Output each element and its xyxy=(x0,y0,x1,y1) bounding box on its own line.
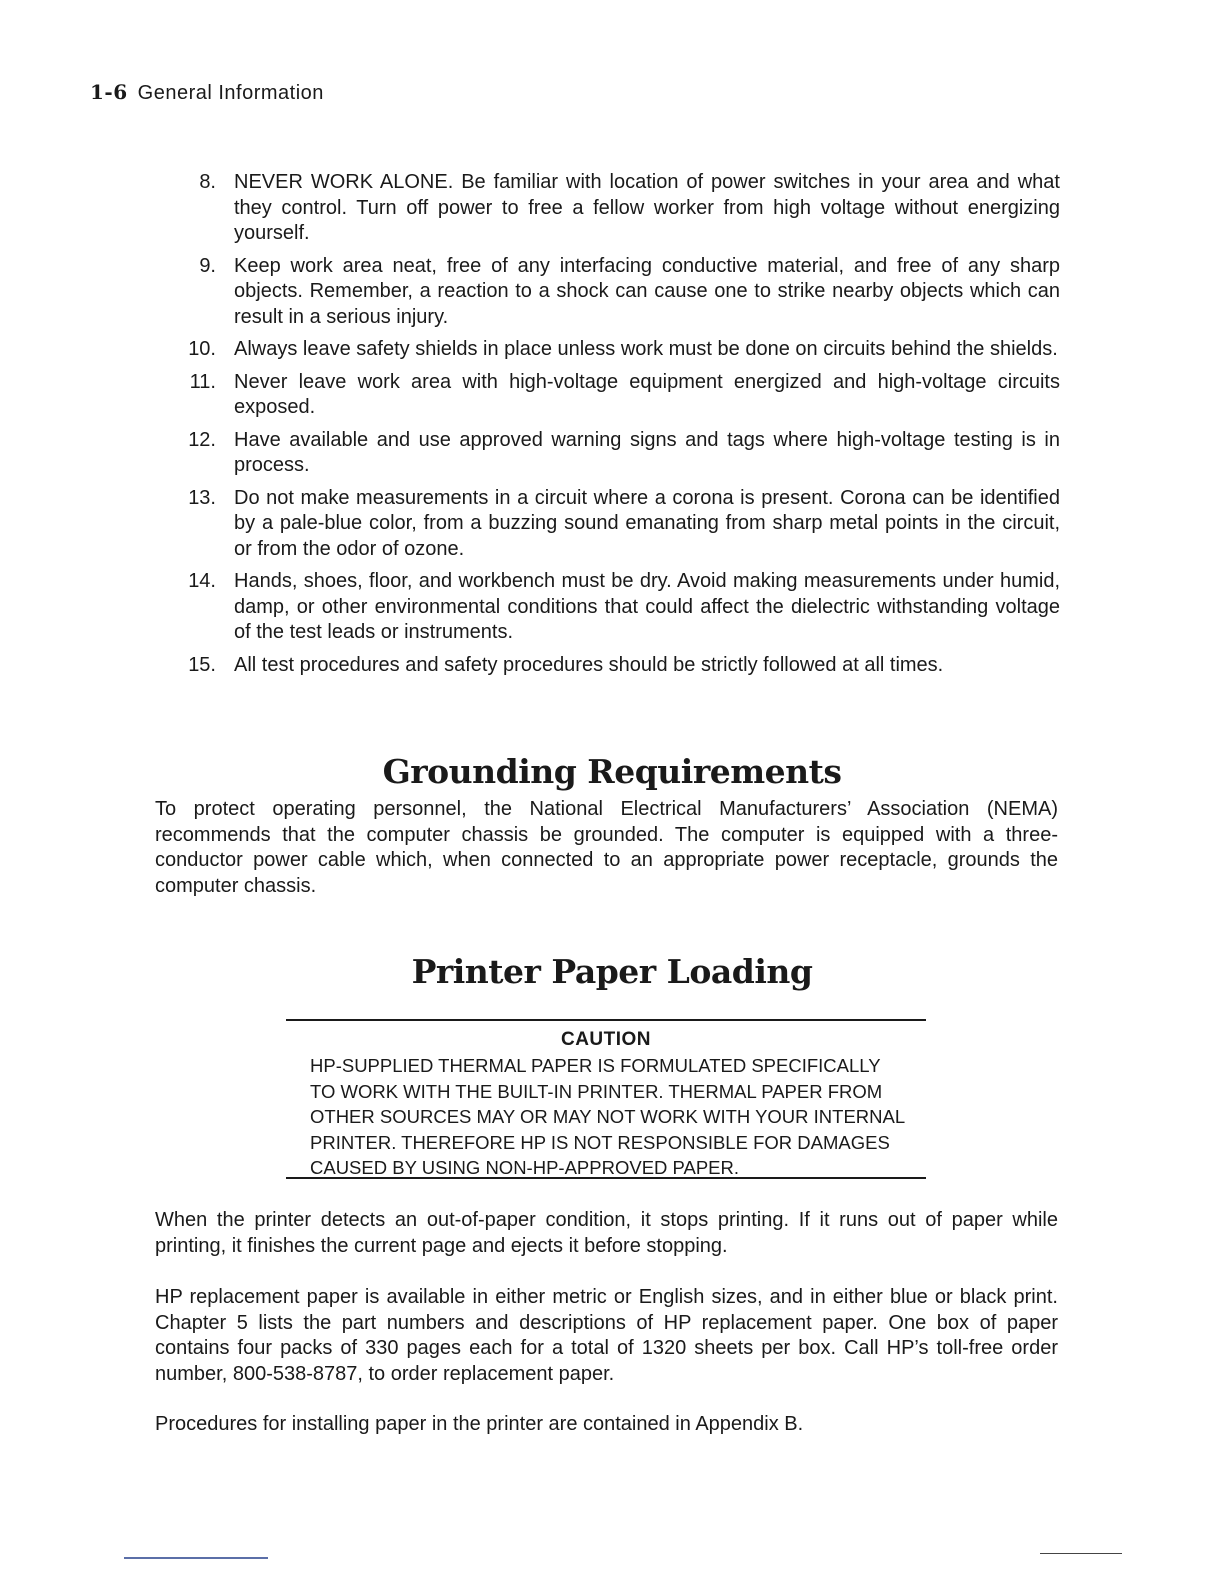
list-number: 8. xyxy=(199,171,216,193)
list-number: 11. xyxy=(189,370,216,393)
caution-title: CAUTION xyxy=(560,1029,652,1050)
list-text: Hands, shoes, floor, and workbench must be dry. Avoid making measurements under humid, damp, or other environmental conditions that could affect the dielectric withstanding voltage of the test leads or instruments. xyxy=(234,570,1060,643)
caution-text: HP-SUPPLIED THERMAL PAPER IS FORMULATED SPECIFICALLY TO WORK WITH THE BUILT-IN PRINTER. THERMAL PAPER FROM OTHER SOURCES MAY OR MAY NOT WORK WITH YOUR INTERNAL PRINTER. THEREFORE HP IS NOT RESPONSIBLE FOR DAMAGES CAUSED BY USING NON-HP-APPROVED PAPER. xyxy=(310,1055,905,1178)
grounding-paragraph: To protect operating personnel, the National Electrical Manufacturers’ Association (NEMA) recommends that the computer chassis be grounded. The computer is equipped with a three-conductor power cable which, when connected to an appropriate power receptacle, grounds the computer chassis. xyxy=(155,798,1058,897)
list-item xyxy=(160,486,1060,563)
footer-rule-right xyxy=(1040,1553,1122,1554)
list-text: All test procedures and safety procedures should be strictly followed at all times. xyxy=(234,653,944,676)
list-number: 14. xyxy=(188,570,216,592)
footer-rule-left xyxy=(124,1557,268,1559)
list-item xyxy=(160,170,1060,247)
list-number: 13. xyxy=(188,486,216,509)
section-title: General Information xyxy=(137,82,324,104)
list-item xyxy=(160,337,1060,363)
paper-heading: Printer Paper Loading xyxy=(411,952,813,991)
list-item xyxy=(160,653,1060,679)
grounding-heading: Grounding Requirements xyxy=(382,752,842,791)
list-item xyxy=(160,569,1060,646)
page-header xyxy=(90,80,324,105)
list-text: Do not make measurements in a circuit where a corona is present. Corona can be identified by a pale-blue color, from a buzzing sound emanating from sharp metal points in the circuit, or from the odor of ozone. xyxy=(234,486,1060,560)
list-number: 15. xyxy=(188,653,216,676)
paper-paragraph-2: HP replacement paper is available in either metric or English sizes, and in either blue or black print. Chapter 5 lists the part numbers and descriptions of HP replacement paper. One box of paper contains four packs of 330 pages each for a total of 1320 sheets per box. Call HP’s toll-free order number, 800-538-8787, to order replacement paper. xyxy=(155,1286,1058,1385)
list-number: 12. xyxy=(188,428,216,451)
list-text: Always leave safety shields in place unless work must be done on circuits behind the shields. xyxy=(234,338,1058,360)
list-item xyxy=(160,254,1060,331)
list-number: 9. xyxy=(199,254,216,277)
list-number: 10. xyxy=(188,338,216,360)
list-item xyxy=(160,370,1060,421)
page-number: 1-6 xyxy=(90,80,128,104)
paper-paragraph-3: Procedures for installing paper in the printer are contained in Appendix B. xyxy=(155,1413,804,1435)
safety-list xyxy=(160,170,1060,685)
list-item xyxy=(160,428,1060,479)
paper-paragraph-1: When the printer detects an out-of-paper condition, it stops printing. If it runs out of paper while printing, it finishes the current page and ejects it before stopping. xyxy=(155,1209,1058,1257)
caution-box xyxy=(286,1019,926,1179)
list-text: NEVER WORK ALONE. Be familiar with location of power switches in your area and what they control. Turn off power to free a fellow worker from high voltage without energizing yourself. xyxy=(234,171,1060,244)
list-text: Have available and use approved warning signs and tags where high-voltage testing is in process. xyxy=(234,428,1060,476)
list-text: Never leave work area with high-voltage equipment energized and high-voltage circuits exposed. xyxy=(234,370,1060,418)
list-text: Keep work area neat, free of any interfacing conductive material, and free of any sharp objects. Remember, a reaction to a shock can cause one to strike nearby objects which can result in a serious injury. xyxy=(234,254,1060,328)
